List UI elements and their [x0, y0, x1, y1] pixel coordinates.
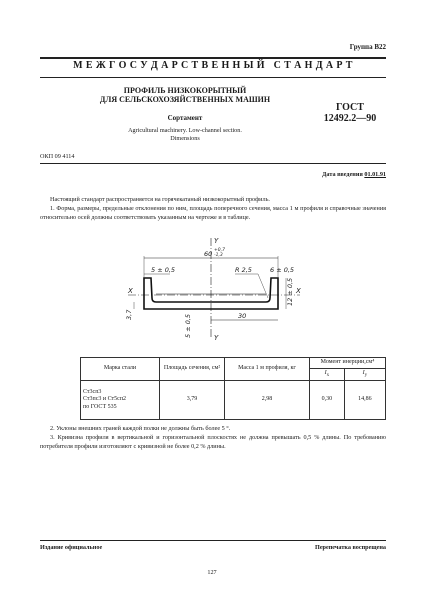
dim-web: 3,7 [125, 309, 133, 320]
dim-width: 60 [204, 250, 213, 258]
standard-banner: М Е Ж Г О С У Д А Р С Т В Е Н Н Ы Й С Т А Н Д А Р Т [73, 60, 353, 71]
header-area: Площадь сечения, см² [160, 358, 225, 381]
effective-date-value: 01.01.91 [364, 171, 386, 178]
gost-label: ГОСТ [336, 102, 364, 113]
header-iy: $I_y$ [344, 368, 385, 381]
dim-width-tol-upper: +0,7 [214, 248, 225, 253]
header-ix: $I_x$ [310, 368, 345, 381]
paragraph-1: 1. Форма, размеры, предельные отклонения по ним, площадь поперечного сечения, масса 1 м профиля и справочные значения относительно осей должны соответствовать указанным на чертеже и в таблице. [40, 205, 386, 221]
axis-y-bottom: Y [214, 334, 219, 342]
dim-half: 30 [238, 312, 247, 320]
english-title-1: Agricultural machinery. Low-channel section. [128, 127, 242, 134]
header-moment: Момент инерции,см⁴ [310, 358, 386, 369]
footer-rule [40, 540, 386, 541]
radius-leader-2 [258, 274, 268, 298]
cell-area: 3,79 [160, 381, 225, 420]
cell-ix: 0,30 [310, 381, 345, 420]
paragraph-2: 2. Уклоны внешних граней каждой полки не должны быть более 5 °. [50, 425, 231, 432]
subtitle: Сортамент [167, 114, 203, 122]
dim-radius: R 2,5 [235, 266, 252, 274]
header-mass: Масса 1 м профиля, кг [225, 358, 310, 381]
english-title-2: Dimensions [170, 135, 200, 142]
dim-width-tol-lower: -1,3 [214, 253, 223, 258]
cell-mass: 2,98 [225, 381, 310, 420]
footer-left: Издание официальное [40, 544, 103, 551]
table-header-row [81, 358, 386, 369]
effective-date [322, 171, 386, 180]
cell-iy: 14,86 [344, 381, 385, 420]
spec-table [80, 357, 386, 420]
title-line-1: ПРОФИЛЬ НИЗКОКОРЫТНЫЙ [123, 86, 247, 95]
banner-rule [40, 77, 386, 78]
top-rule [40, 57, 386, 59]
gost-number: 12492.2—90 [323, 113, 377, 124]
axis-x-left: X [128, 287, 133, 295]
footer-right: Перепечатка воспрещена [315, 544, 386, 551]
dim-thickness: 5 ± 0,5 [184, 313, 192, 338]
dim-flange: 5 ± 0,5 [151, 266, 176, 274]
okp-code: ОКП 09 4114 [40, 153, 75, 160]
intro-paragraph: Настоящий стандарт распространяется на горячекатаный низкокорытный профиль. [50, 196, 270, 203]
page-number: 127 [207, 569, 217, 576]
table-row [81, 381, 386, 420]
dim-height: 12 ± 0,5 [286, 277, 294, 306]
axis-x-right: X [296, 287, 301, 295]
group-label: Группа В22 [349, 43, 386, 51]
title-rule [40, 163, 386, 164]
effective-date-label: Дата введения [322, 171, 363, 178]
title-line-2: ДЛЯ СЕЛЬСКОХОЗЯЙСТВЕННЫХ МАШИН [99, 95, 271, 104]
cell-grade: Ст3сп3 Ст3пс3 и Ст5сп2 по ГОСТ 535 [81, 381, 160, 420]
dim-flange-right: 6 ± 0,5 [270, 266, 295, 274]
paragraph-3: 3. Кривизна профиля в вертикальной и горизонтальной плоскостях не должна превышать 0,5 % длины. По требованию потребителя профили изготовляют с кривизной не более 0,2 % длины. [40, 434, 386, 450]
header-grade: Марка стали [81, 358, 160, 381]
axis-y-top: Y [214, 237, 219, 245]
profile-drawing [120, 234, 310, 342]
